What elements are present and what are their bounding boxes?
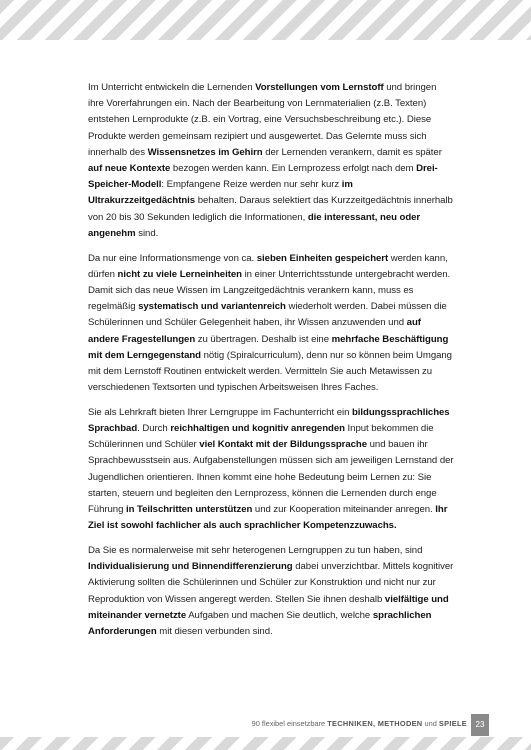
bold-run: die interessant, neu oder angenehm — [88, 211, 421, 239]
bold-run: reichhaltigen und kognitiv anregenden — [170, 423, 345, 435]
text-run: und zur Kooperation miteinander anregen. — [252, 504, 436, 516]
bold-run: Wissensnetzes im Gehirn — [147, 146, 263, 158]
bold-run: sieben Einheiten gespeichert — [256, 252, 389, 264]
page-number: 23 — [471, 714, 489, 736]
text-run: bezogen werden kann. Ein Lernprozess erfolgt nach dem — [170, 163, 417, 175]
text-run: Input bekommen die Schülerinnen und Schüler — [88, 423, 434, 451]
bold-run: bildungssprachliches Sprachbad — [88, 406, 450, 435]
text-run: dabei unverzichtbar. Mittels kognitiver Aktivierung sollten die Schülerinnen und Schüler zur Konstruktion und nicht nur zur Reproduktion von Wissen angeregt werden. Stellen Sie ihnen deshalb — [88, 561, 454, 605]
text-run: in einer Unterrichtsstunde untergebracht werden. Damit sich das neue Wissen im Langzeitgedächtnis verankern kann, muss es regelmäßig — [88, 268, 451, 313]
bold-run: viel Kontakt mit der Bildungssprache — [199, 439, 368, 451]
body-text — [88, 80, 454, 649]
bold-run: systematisch und variantenreich — [138, 301, 286, 313]
text-run: sind. — [135, 227, 159, 239]
text-run: werden kann, dürfen — [88, 252, 448, 280]
footer-series-title — [252, 719, 467, 728]
text-run: . Durch — [137, 423, 171, 435]
text-run: Da nur eine Informationsmenge von ca. — [88, 252, 257, 264]
text-run: Aufgaben und machen Sie deutlich, welche — [186, 609, 373, 621]
decorative-stripe-band-top — [0, 0, 531, 40]
text-run: Sie als Lehrkraft bieten Ihrer Lerngruppe im Fachunterricht ein — [88, 406, 352, 418]
text-run: der Lernenden verankern, damit es später — [262, 146, 442, 158]
paragraph — [88, 543, 454, 640]
bold-run: sprachlichen Anforderungen — [88, 609, 432, 637]
bold-run: auf neue Kontexte — [88, 163, 171, 175]
bold-run: auf andere Fragestellungen — [88, 317, 421, 345]
text-run: und bauen ihr Sprachbewusstsein aus. Aufgabenstellungen müssen sich am jeweiligen Lernstand der Jugendlichen orientieren. Ihnen kommt eine hohe Bedeutung beim Lernen zu: Sie starten, steuern und begleiten den Lernprozess, können die Lernenden durch enge Führung — [88, 439, 454, 516]
bold-run: nicht zu viele Lerneinheiten — [117, 268, 242, 280]
decorative-stripe-band-bottom — [0, 737, 531, 750]
text-run: und bringen ihre Vorerfahrungen ein. Nach der Bearbeitung von Lernmaterialien (z.B. Texten) entstehen Lernprodukte (z.B. ein Vortrag, eine Versuchsbeschreibung etc.). Diese Produkte werden gemeinsam rezipiert und ausgewertet. Das Gelernte muss sich innerhalb des — [88, 82, 437, 158]
text-run: zu übertragen. Deshalb ist eine — [195, 333, 332, 345]
bold-run: Vorstellungen vom Lernstoff — [255, 82, 384, 93]
page-footer — [0, 714, 531, 736]
text-run: mit diesen verbunden sind. — [156, 626, 273, 637]
bold-run: im Ultrakurzzeitgedächtnis — [88, 179, 353, 207]
footer-emphasis: TECHNIKEN, METHODEN — [327, 719, 423, 728]
footer-prefix: 90 flexibel einsetzbare — [251, 719, 328, 728]
text-run: wiederholt werden. Dabei müssen die Schülerinnen und Schüler Gelegenheit haben, ihr Wissen anzuwenden und — [88, 301, 447, 329]
bold-run: vielfältige und miteinander vernetzte — [88, 593, 449, 621]
text-run: : Empfangene Reize werden nur sehr kurz — [161, 179, 342, 191]
text-run: behalten. Daraus selektiert das Kurzzeitgedächtnis innerhalb von 20 bis 30 Sekunden lediglich die Informationen, — [88, 195, 453, 223]
footer-joiner: und — [422, 719, 439, 728]
paragraph — [88, 80, 454, 242]
bold-run: Drei-Speicher-Modell — [88, 163, 438, 191]
text-run: nötig (Spiralcurriculum), denn nur so können beim Umgang mit dem Lernstoff Routinen entwickelt werden. Vermitteln Sie auch Metawissen zu verschiedenen Textsorten und typischen Arbeitsweisen Ihres Faches. — [88, 349, 452, 394]
text-run: Im Unterricht entwickeln die Lernenden — [88, 82, 256, 93]
paragraph — [88, 251, 454, 397]
bold-run: Ihr Ziel ist sowohl fachlicher als auch sprachlicher Kompetenzzuwachs. — [88, 504, 448, 532]
bold-run: in Teilschritten unterstützen — [126, 504, 253, 516]
text-run: Da Sie es normalerweise mit sehr heterogenen Lerngruppen zu tun haben, sind — [88, 544, 423, 556]
bold-run: Individualisierung und Binnendifferenzierung — [88, 561, 293, 573]
bold-run: mehrfache Beschäftigung mit dem Lerngegenstand — [88, 333, 449, 361]
paragraph — [88, 405, 454, 535]
footer-suffix: SPIELE — [438, 719, 467, 728]
